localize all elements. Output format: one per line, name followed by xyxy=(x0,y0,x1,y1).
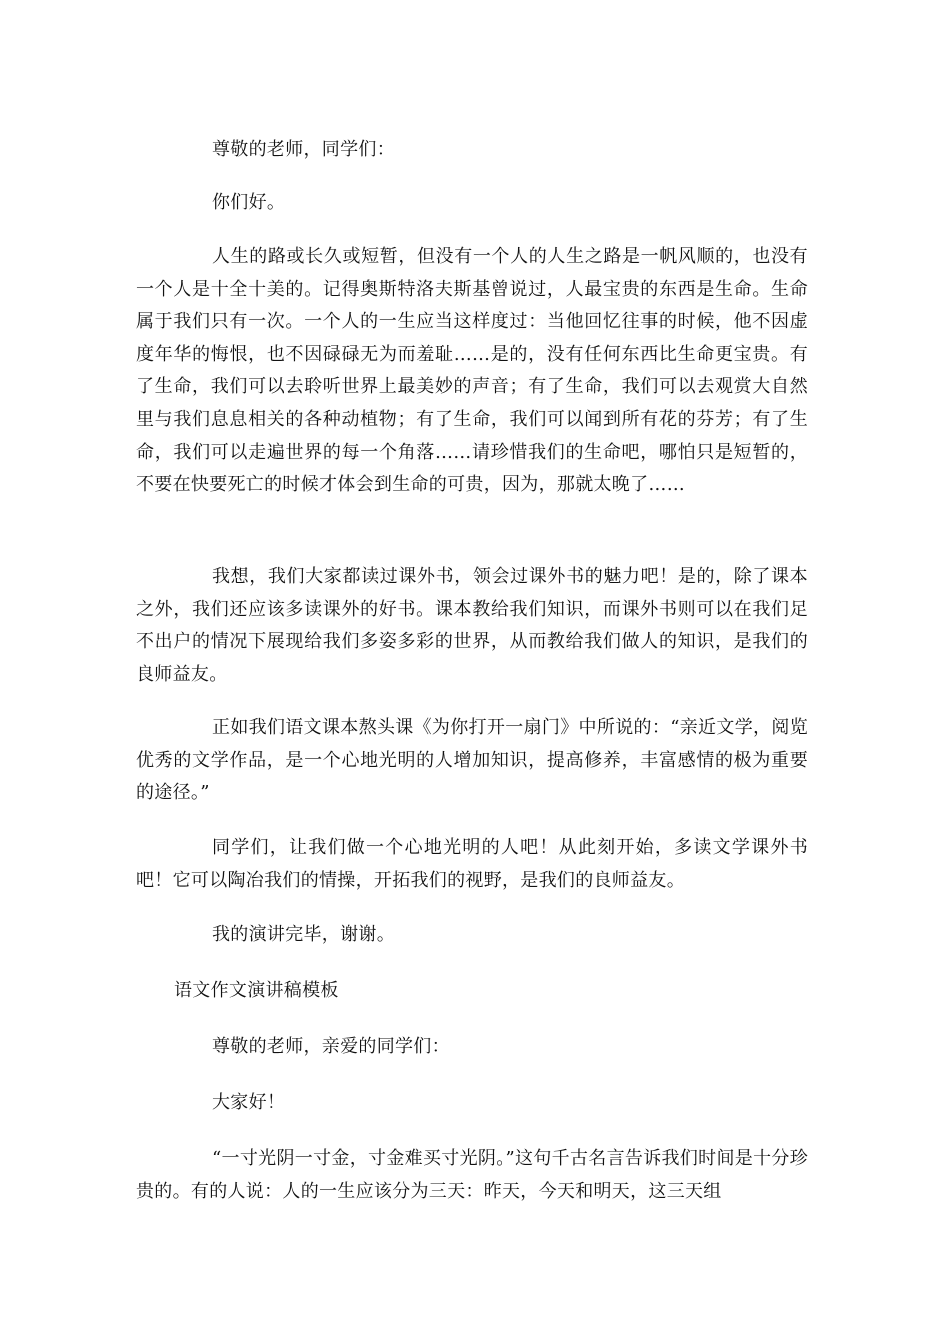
salutation: 尊敬的老师，同学们： xyxy=(212,139,395,160)
paragraph-time: “一寸光阴一寸金，寸金难买寸光阴。”这句千古名言告诉我们时间是十分珍贵的。有的人说：人的一生应该分为三天：昨天，今天和明天，这三天组 xyxy=(136,1148,808,1202)
paragraph-call: 同学们，让我们做一个心地光明的人吧！从此刻开始，多读文学课外书吧！它可以陶冶我们的情操，开拓我们的视野，是我们的良师益友。 xyxy=(136,837,808,891)
salutation-2: 尊敬的老师，亲爱的同学们： xyxy=(212,1036,450,1057)
section-heading: 语文作文演讲稿模板 xyxy=(174,980,339,1001)
greeting-2: 大家好！ xyxy=(212,1092,286,1113)
greeting: 你们好。 xyxy=(212,192,286,213)
paragraph-books: 我想，我们大家都读过课外书，领会过课外书的魅力吧！是的，除了课本之外，我们还应该多读课外的好书。课本教给我们知识，而课外书则可以在我们足不出户的情况下展现给我们多姿多彩的世界，从而教给我们做人的知识，是我们的良师益友。 xyxy=(136,566,808,685)
closing-line: 我的演讲完毕，谢谢。 xyxy=(212,924,395,945)
paragraph-quote: 正如我们语文课本熬头课《为你打开一扇门》中所说的：“亲近文学，阅览优秀的文学作品，是一个心地光明的人增加知识，提高修养，丰富感情的极为重要的途径。” xyxy=(136,717,808,804)
paragraph-life: 人生的路或长久或短暂，但没有一个人的人生之路是一帆风顺的，也没有一个人是十全十美的。记得奥斯特洛夫斯基曾说过，人最宝贵的东西是生命。生命属于我们只有一次。一个人的一生应当这样度过：当他回忆往事的时候，他不因虚度年华的悔恨，也不因碌碌无为而羞耻……是的，没有任何东西比生命更宝贵。有了生命，我们可以去聆听世界上最美妙的声音；有了生命，我们可以去观赏大自然里与我们息息相关的各种动植物；有了生命，我们可以闻到所有花的芬芳；有了生命，我们可以走遍世界的每一个角落……请珍惜我们的生命吧，哪怕只是短暂的，不要在快要死亡的时候才体会到生命的可贵，因为，那就太晚了…… xyxy=(136,246,808,496)
